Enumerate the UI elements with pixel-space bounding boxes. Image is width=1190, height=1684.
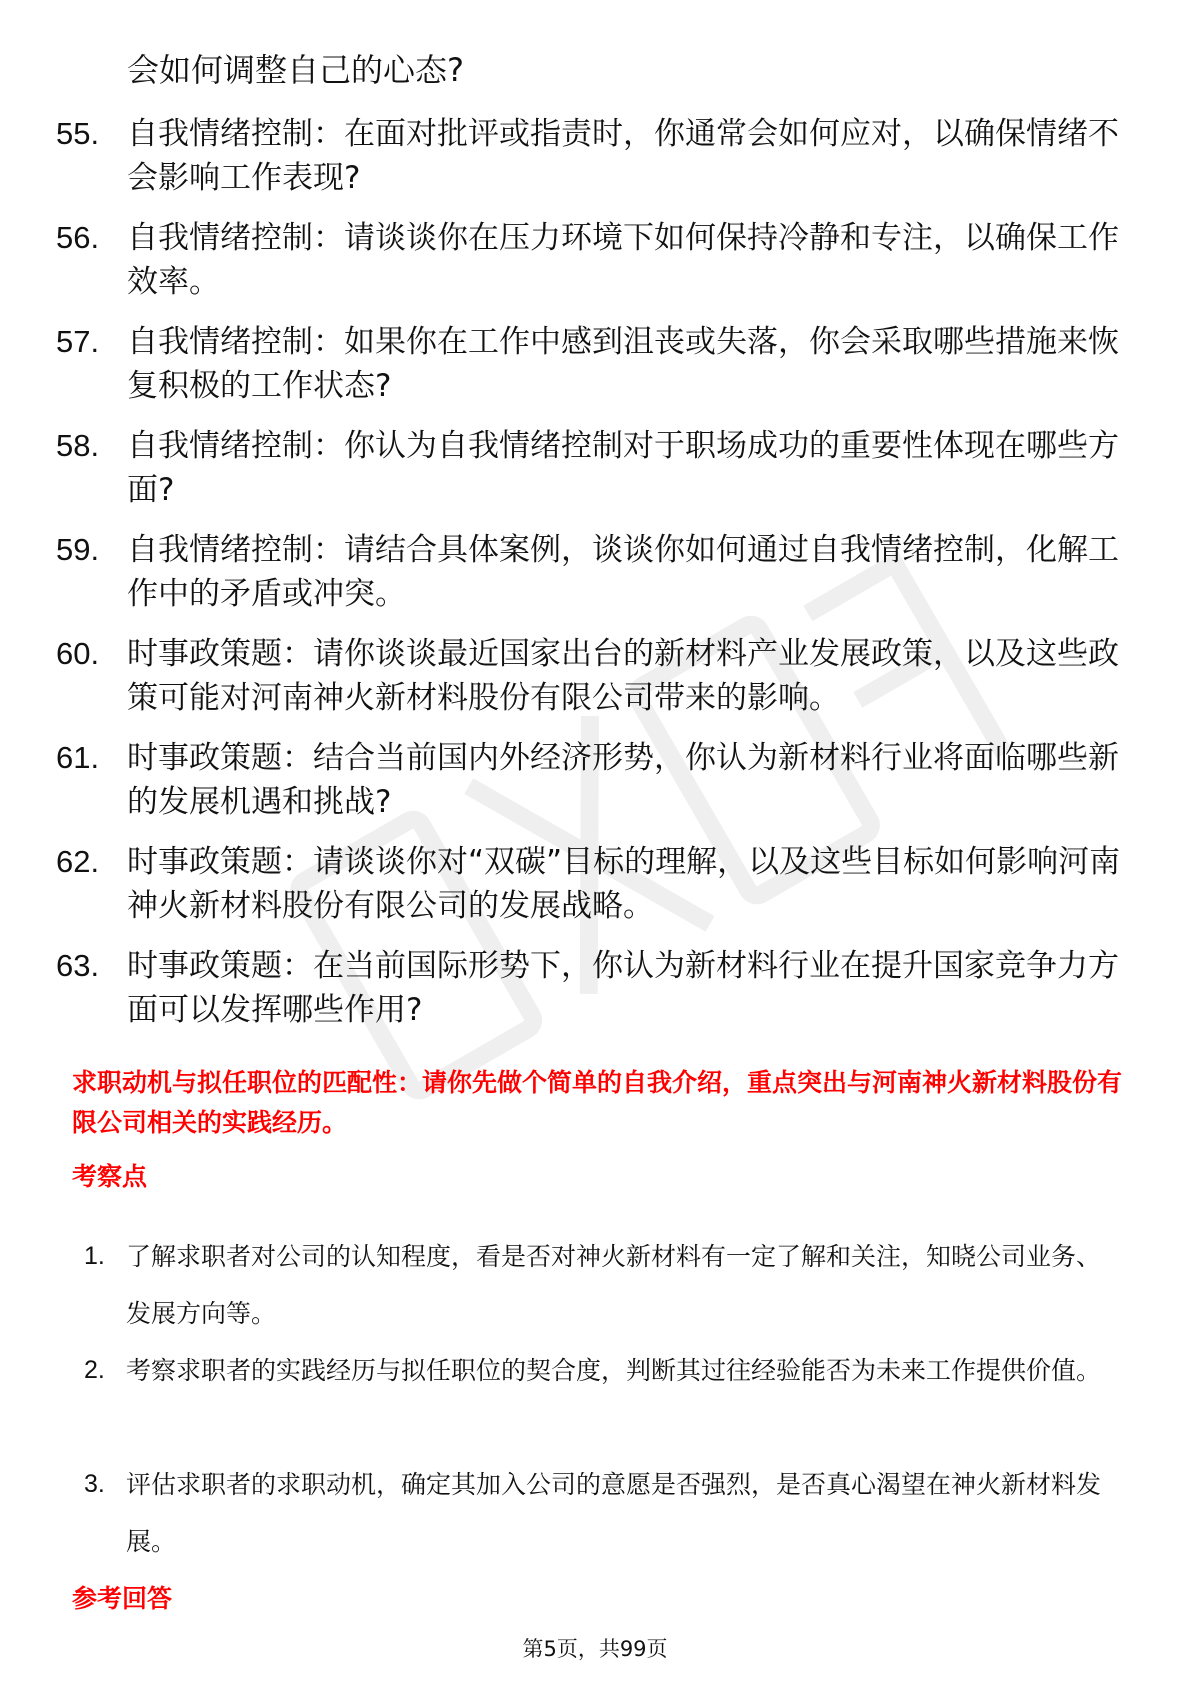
assessment-points-list (0, 1228, 1190, 1570)
question-item (0, 112, 1190, 216)
question-number: 57. (56, 324, 100, 359)
question-number: 62. (56, 844, 100, 879)
reference-answer-heading: 参考回答 (72, 1584, 173, 1613)
question-item (0, 632, 1190, 736)
question-item (0, 840, 1190, 944)
section-heading: 求职动机与拟任职位的匹配性：请你先做个简单的自我介绍，重点突出与河南神火新材料股份有限公司相关的实践经历。 (72, 1068, 1123, 1137)
page-footer: 第5页，共99页 (522, 1637, 668, 1661)
question-text: 自我情绪控制：如果你在工作中感到沮丧或失落，你会采取哪些措施来恢复积极的工作状态? (127, 324, 1119, 404)
point-number: 3. (84, 1470, 105, 1498)
point-text: 了解求职者对公司的认知程度，看是否对神火新材料有一定了解和关注，知晓公司业务、发展方向等。 (126, 1242, 1102, 1328)
assessment-points-heading: 考察点 (72, 1162, 148, 1191)
question-number: 58. (56, 428, 100, 463)
question-text: 自我情绪控制：请谈谈你在压力环境下如何保持冷静和专注，以确保工作效率。 (127, 220, 1119, 300)
question-number: 59. (56, 532, 100, 567)
point-number: 1. (84, 1242, 105, 1270)
question-text: 自我情绪控制：在面对批评或指责时，你通常会如何应对，以确保情绪不会影响工作表现? (127, 116, 1119, 196)
question-text: 时事政策题：请谈谈你对“双碳”目标的理解，以及这些目标如何影响河南神火新材料股份有限公司的发展战略。 (127, 844, 1121, 924)
point-number: 2. (84, 1356, 105, 1384)
question-number: 61. (56, 740, 100, 775)
question-item (0, 736, 1190, 840)
question-text: 自我情绪控制：你认为自我情绪控制对于职场成功的重要性体现在哪些方面? (127, 428, 1119, 508)
assessment-point (0, 1456, 1190, 1570)
assessment-point (0, 1342, 1190, 1456)
question-item (0, 528, 1190, 632)
question-number: 56. (56, 220, 100, 255)
assessment-point (0, 1228, 1190, 1342)
question-number: 60. (56, 636, 100, 671)
question-text: 时事政策题：在当前国际形势下，你认为新材料行业在提升国家竞争力方面可以发挥哪些作用? (127, 948, 1119, 1028)
question-item (0, 424, 1190, 528)
continuation-text: 会如何调整自己的心态? (127, 51, 464, 89)
question-text: 自我情绪控制：请结合具体案例，谈谈你如何通过自我情绪控制，化解工作中的矛盾或冲突。 (127, 532, 1119, 612)
point-text: 考察求职者的实践经历与拟任职位的契合度，判断其过往经验能否为未来工作提供价值。 (126, 1356, 1102, 1385)
question-number: 55. (56, 116, 100, 151)
question-item (0, 944, 1190, 1048)
question-item (0, 320, 1190, 424)
question-item (0, 216, 1190, 320)
question-list (0, 112, 1190, 1048)
question-text: 时事政策题：请你谈谈最近国家出台的新材料产业发展政策，以及这些政策可能对河南神火新材料股份有限公司带来的影响。 (127, 636, 1119, 716)
question-text: 时事政策题：结合当前国内外经济形势，你认为新材料行业将面临哪些新的发展机遇和挑战? (127, 740, 1119, 820)
question-number: 63. (56, 948, 100, 983)
point-text: 评估求职者的求职动机，确定其加入公司的意愿是否强烈，是否真心渴望在神火新材料发展。 (126, 1470, 1102, 1556)
